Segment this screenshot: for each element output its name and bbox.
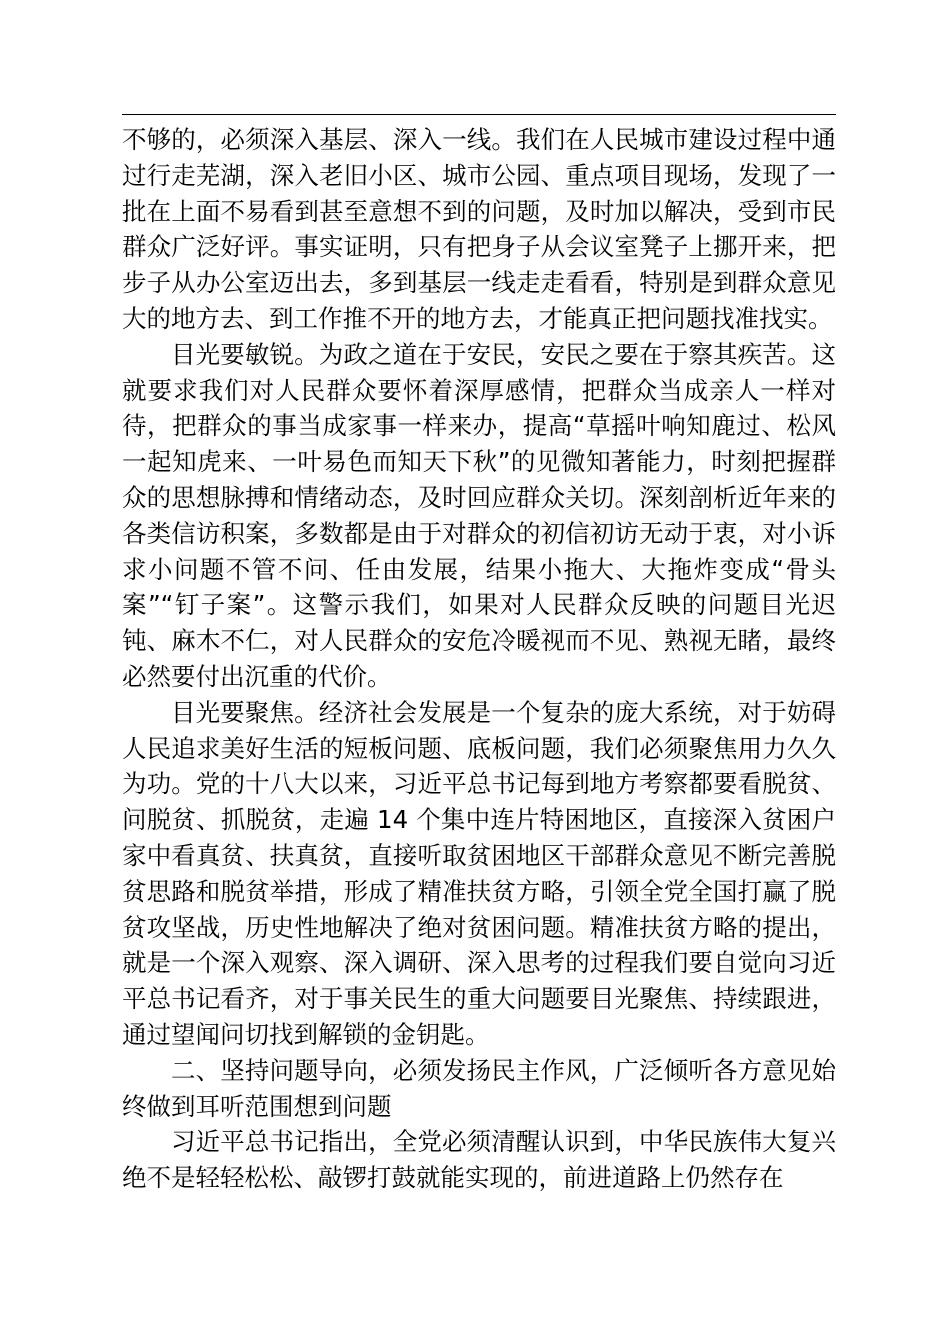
paragraph-4: 习近平总书记指出，全党必须清醒认识到，中华民族伟大复兴绝不是轻轻松松、敲锣打鼓就能实现的，前进道路上仍然存在 [122,1127,836,1193]
paragraph-3: 目光要聚焦。经济社会发展是一个复杂的庞大系统，对于妨碍人民追求美好生活的短板问题、底板问题，我们必须聚焦用力久久为功。党的十八大以来，习近平总书记每到地方考察都要看脱贫、问脱贫、抓脱贫，走遍 14 个集中连片特困地区，直接深入贫困户家中看真贫、扶真贫，直接听取贫困地区干部群众意见不断完善脱贫思路和脱贫举措，形成了精准扶贫方略，引领全党全国打赢了脱贫攻坚战，历史性地解决了绝对贫困问题。精准扶贫方略的提出，就是一个深入观察、深入调研、深入思考的过程我们要自觉向习近平总书记看齐，对于事关民生的重大问题要目光聚焦、持续跟进，通过望闻问切找到解锁的金钥匙。 [122,697,836,1049]
paragraph-1: 不够的，必须深入基层、深入一线。我们在人民城市建设过程中通过行走芜湖，深入老旧小区、城市公园、重点项目现场，发现了一批在上面不易看到甚至意想不到的问题，及时加以解决，受到市民群众广泛好评。事实证明，只有把身子从会议室凳子上挪开来，把步子从办公室迈出去，多到基层一线走走看看，特别是到群众意见大的地方去、到工作推不开的地方去，才能真正把问题找准找实。 [122,125,836,333]
paragraph-2: 目光要敏锐。为政之道在于安民，安民之要在于察其疾苦。这就要求我们对人民群众要怀着深厚感情，把群众当成亲人一样对待，把群众的事当成家事一样来办，提高“草摇叶响知鹿过、松风一起知虎来、一叶易色而知天下秋”的见微知著能力，时刻把握群众的思想脉搏和情绪动态，及时回应群众关切。深刻剖析近年来的各类信访积案，多数都是由于对群众的初信初访无动于衷，对小诉求小问题不管不问、任由发展，结果小拖大、大拖炸变成“骨头案”“钉子案”。这警示我们，如果对人民群众反映的问题目光迟钝、麻木不仁，对人民群众的安危冷暖视而不见、熟视无睹，最终必然要付出沉重的代价。 [122,339,836,691]
document-body [122,122,836,1196]
header-rule [122,114,836,115]
section-heading-2: 二、坚持问题导向，必须发扬民主作风，广泛倾听各方意见始终做到耳听范围想到问题 [122,1055,836,1121]
